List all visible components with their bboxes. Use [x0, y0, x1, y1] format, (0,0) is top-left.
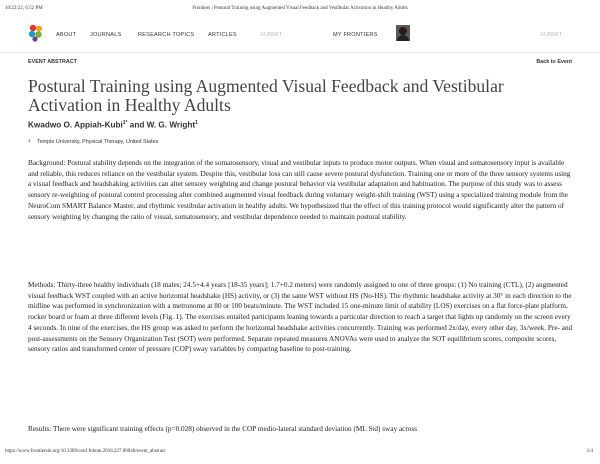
avatar-body-shape — [397, 35, 409, 41]
nav-about[interactable]: ABOUT — [56, 32, 77, 38]
author-joiner: and — [127, 120, 147, 130]
print-date: 10/22/22, 6:52 PM — [5, 6, 43, 11]
header-divider — [0, 52, 600, 53]
abstract-methods: Methods: Thirty-three healthy individuals (18 males; 24.5+4.4 years [18-35 years]; 1.7+0.2 meters) were randomly assigned to one of three groups: (1) No training (CTL), (2) augmented visual feedback WST coupled with an active horizontal headshake (HS) activity, or (3) the same WST without HS (No-HS). The rhythmic headshake activity at 30° in each direction to the midline was performed in synchronization with a metronome at 80 or 100 beats/minute. The WST included 15 one-minute limit of stability (LOS) exercises on a flat force-plate platform, rocker board or foam at three different levels (Fig. 1). The exercises entailed participants leaning towards a particular direction to reach a target that lights up randomly on the screen every 4 seconds. In nine of the exercises, the HS group was asked to perform the horizontal headshake activities concurrently. Training was performed 2x/day, every other day, 3x/week. Pre- and post-assessments on the Sensory Organization Test (SOT) were performed. Separate repeated measures ANOVAs were used to analyze the SOT equilibrium scores, composite scores, sensory ratios and transformed center of pressure (COP) sway variables by comparing baseline to post-training. — [28, 281, 573, 354]
affiliation-number: 1 — [28, 138, 31, 143]
page-title: Postural Training using Augmented Visual Feedback and Vestibular Activation in Healthy Adults — [28, 76, 504, 115]
article-type: EVENT ABSTRACT — [28, 59, 77, 65]
author-name[interactable]: W. G. Wright — [146, 120, 196, 130]
top-navigation — [0, 24, 600, 48]
print-page-number: 1/4 — [586, 449, 593, 454]
back-to-event-link[interactable]: Back to Event — [536, 59, 572, 65]
print-footer — [0, 449, 600, 459]
author-list — [28, 120, 198, 130]
nav-submit[interactable]: SUBMIT — [260, 32, 283, 38]
nav-submit-right[interactable]: SUBMIT — [540, 32, 563, 38]
abstract-background: Background: Postural stability depends on the integration of the somatosensory, visual and vestibular inputs to produce motor outputs. When visual and somatosensory input is available and reliable, this reduces reliance on the vestibular system. Despite this, vestibular loss can still cause severe postural dysfunction. Training one or more of the three sensory systems using a visual feedback and headshaking activities can alter sensory weighting and change postural behavior via vestibular adaptation and habituation. The purpose of this study was to assess sensory re-weighting of postural control processing after combined augmented visual feedback during voluntary weight-shift training (WST) using a specialized training module from the NeuroCom SMART Balance Master, and rhythmic vestibular activation in healthy adults. We hypothesized that the effect of this training protocol would significantly alter the pattern of sensory weighting by changing the ratio of visual, somatosensory, and vestibular dependence needed to maintain postural stability. — [28, 159, 571, 221]
author-affiliation-mark: 1 — [195, 120, 198, 126]
nav-my-frontiers[interactable]: MY FRONTIERS — [333, 32, 378, 38]
frontiers-logo-icon[interactable] — [28, 24, 44, 42]
nav-research-topics[interactable]: RESEARCH TOPICS — [138, 32, 195, 38]
nav-journals[interactable]: JOURNALS — [90, 32, 122, 38]
author-name[interactable]: Kwadwo O. Appiah-Kubi — [28, 120, 123, 130]
print-page-title: Frontiers | Postural Training using Augmented Visual Feedback and Vestibular Activation in Healthy Adults — [192, 6, 408, 11]
author-affiliation-mark: 1* — [122, 120, 128, 126]
article-type-row — [28, 59, 572, 69]
avatar[interactable] — [396, 25, 410, 41]
print-header — [0, 0, 600, 14]
avatar-head-shape — [399, 27, 407, 35]
print-url: https://www.frontiersin.org/10.3389/conf.fnhum.2018.227.00046/event_abstract — [5, 449, 166, 454]
nav-articles[interactable]: ARTICLES — [208, 32, 237, 38]
affiliation-text: Temple University, Physical Therapy, United States — [37, 139, 159, 145]
abstract-results: Results: There were significant training effects (p=0.028) observed in the COP medio-lateral standard deviation (ML Std) sway across — [28, 425, 418, 433]
